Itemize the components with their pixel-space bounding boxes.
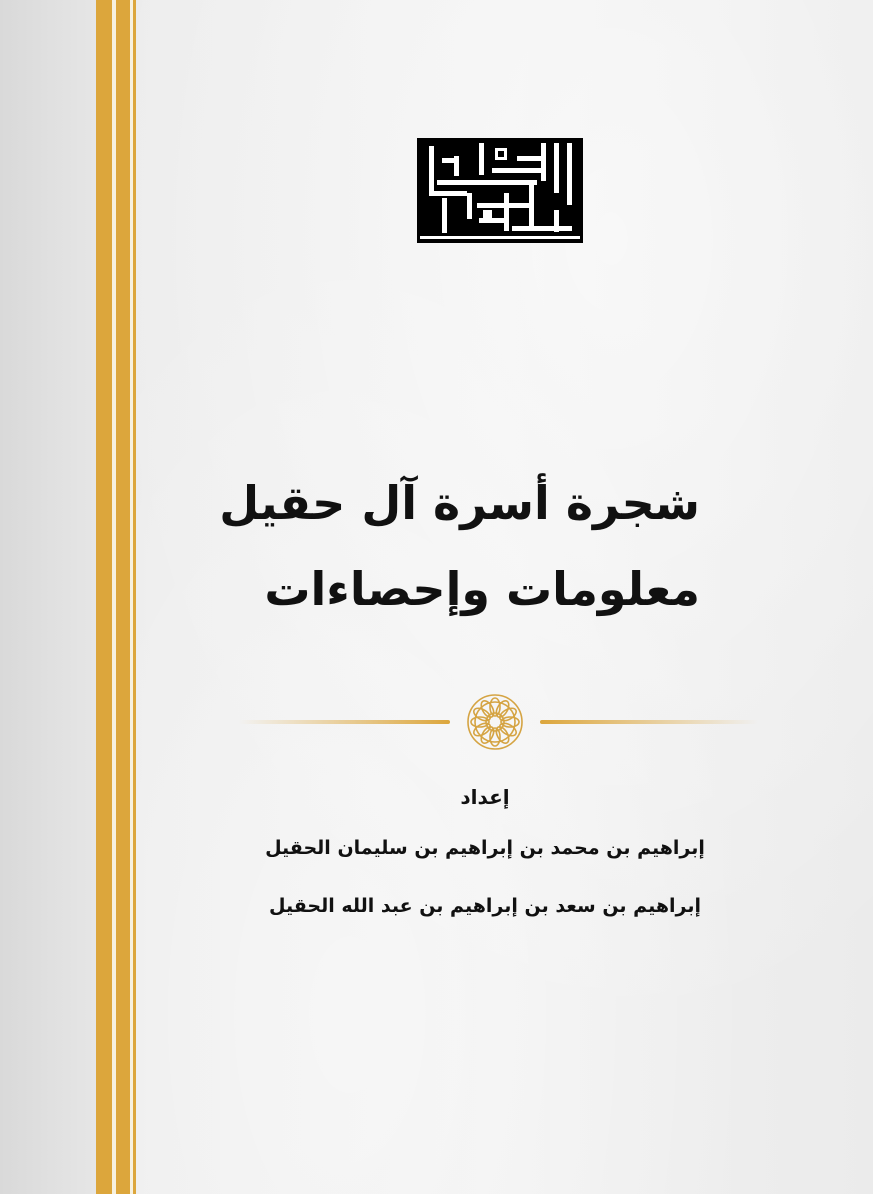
spine-shadow <box>0 0 96 1194</box>
kufic-logo <box>417 138 583 243</box>
spine-pinstripe <box>112 0 116 1194</box>
author-1: إبراهيم بن محمد بن إبراهيم بن سليمان الحقيل <box>265 837 705 859</box>
rosette-ornament-icon <box>468 695 522 749</box>
credits <box>230 775 740 935</box>
title-line-1: شجرة أسرة آل حقيل <box>219 476 700 530</box>
title-line-2: معلومات وإحصاءات <box>264 562 700 616</box>
ornamental-divider <box>238 690 758 754</box>
divider-line-right <box>540 720 758 724</box>
spine-pinstripe <box>130 0 133 1194</box>
book-title <box>219 460 700 632</box>
divider-line-left <box>238 720 450 724</box>
author-2: إبراهيم بن سعد بن إبراهيم بن عبد الله الحقيل <box>269 895 701 917</box>
prepared-by-label: إعداد <box>460 785 510 809</box>
